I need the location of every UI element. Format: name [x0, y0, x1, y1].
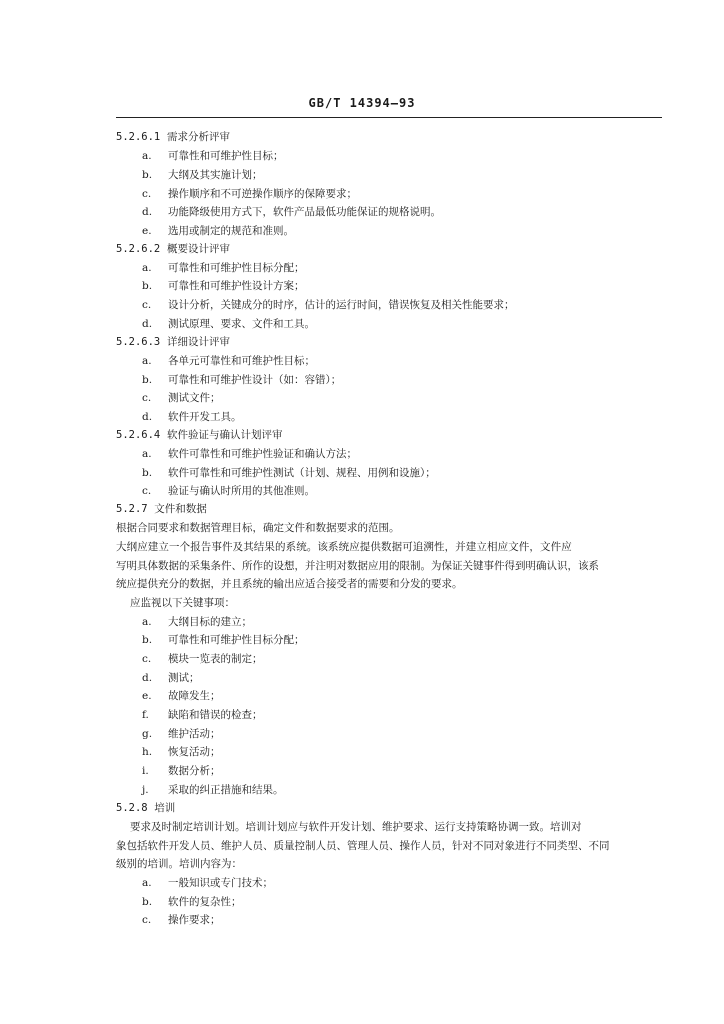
item-label: c. [142, 299, 152, 311]
list-item [142, 411, 242, 424]
item-text: 测试文件； [168, 392, 221, 404]
item-text: 可靠性和可维护性设计方案； [168, 280, 305, 292]
section-heading [116, 336, 230, 349]
item-text: 操作顺序和不可逆操作顺序的保障要求； [168, 188, 357, 200]
item-label: f. [142, 709, 149, 721]
list-item [142, 448, 357, 461]
section-title: 概要设计评审 [166, 243, 230, 255]
list-item [142, 877, 273, 890]
paragraph-line: 要求及时制定培训计划。培训计划应与软件开发计划、维护要求、运行支持策略协调一致。培训对 [130, 821, 582, 833]
section-heading [116, 243, 230, 256]
item-label: c. [142, 188, 152, 200]
list-item [142, 467, 436, 480]
item-text: 恢复活动； [168, 746, 221, 758]
item-label: d. [142, 411, 153, 423]
item-text: 缺陷和错误的检查； [168, 709, 263, 721]
item-text: 软件开发工具。 [168, 411, 242, 423]
item-text: 测试原理、要求、文件和工具。 [168, 318, 315, 330]
item-label: a. [142, 616, 152, 628]
paragraph-line: 统应提供充分的数据，并且系统的输出应适合接受者的需要和分发的要求。 [116, 578, 463, 590]
item-label: e. [142, 690, 152, 702]
item-text: 数据分析； [168, 765, 221, 777]
list-item [142, 169, 263, 182]
list-item [142, 709, 263, 722]
item-label: a. [142, 355, 152, 367]
list-item [142, 485, 315, 498]
list-item [142, 318, 315, 331]
item-label: i. [142, 765, 149, 777]
item-label: c. [142, 485, 152, 497]
item-text: 采取的纠正措施和结果。 [168, 784, 284, 796]
item-label: e. [142, 225, 152, 237]
item-text: 操作要求； [168, 914, 221, 926]
section-heading [116, 429, 282, 442]
section-number: 5.2.6.3 [116, 336, 161, 348]
item-label: b. [142, 280, 153, 292]
list-item [142, 746, 221, 759]
section-number: 5.2.6.2 [116, 243, 161, 255]
list-item [142, 206, 441, 219]
list-item [142, 914, 221, 927]
list-item [142, 616, 252, 629]
item-text: 软件的复杂性； [168, 896, 242, 908]
item-text: 设计分析，关键成分的时序，估计的运行时间，错误恢复及相关性能要求； [168, 299, 515, 311]
list-item [142, 765, 221, 778]
page-header-doc-number: GB/T 14394—93 [308, 96, 416, 110]
item-text: 大纲目标的建立； [168, 616, 252, 628]
item-text: 功能降级使用方式下，软件产品最低功能保证的规格说明。 [168, 206, 441, 218]
list-item [142, 225, 294, 238]
item-label: b. [142, 169, 153, 181]
list-item [142, 262, 305, 275]
list-item [142, 728, 221, 741]
list-item [142, 280, 305, 293]
list-item [142, 634, 305, 647]
item-text: 软件可靠性和可维护性验证和确认方法； [168, 448, 357, 460]
section-title: 文件和数据 [154, 503, 207, 515]
paragraph-line: 根据合同要求和数据管理目标，确定文件和数据要求的范围。 [116, 522, 400, 534]
item-text: 各单元可靠性和可维护性目标； [168, 355, 315, 367]
item-label: a. [142, 877, 152, 889]
header-rule [116, 117, 662, 118]
item-label: a. [142, 448, 152, 460]
item-text: 可靠性和可维护性设计（如：容错）； [168, 374, 342, 386]
list-item [142, 150, 284, 163]
item-label: b. [142, 896, 153, 908]
item-text: 软件可靠性和可维护性测试（计划、规程、用例和设施）； [168, 467, 436, 479]
list-item [142, 784, 284, 797]
paragraph-line: 级别的培训。培训内容为： [116, 858, 242, 870]
item-label: g. [142, 728, 153, 740]
section-title: 详细设计评审 [166, 336, 230, 348]
paragraph-line: 写明具体数据的采集条件、所作的设想，并注明对数据应用的限制。为保证关键事件得到明确认识，该系 [116, 560, 599, 572]
section-number: 5.2.6.1 [116, 131, 161, 143]
item-text: 故障发生； [168, 690, 221, 702]
list-item [142, 355, 315, 368]
section-number: 5.2.6.4 [116, 429, 161, 441]
list-item [142, 672, 200, 685]
item-label: b. [142, 634, 153, 646]
paragraph-line: 大纲应建立一个报告事件及其结果的系统。该系统应提供数据可追溯性，并建立相应文件，文件应 [116, 541, 572, 553]
item-text: 可靠性和可维护性目标； [168, 150, 284, 162]
section-title: 软件验证与确认计划评审 [166, 429, 283, 441]
item-text: 可靠性和可维护性目标分配； [168, 634, 305, 646]
paragraph-line: 象包括软件开发人员、维护人员、质量控制人员、管理人员、操作人员，针对不同对象进行不同类型、不同 [116, 840, 610, 852]
item-label: b. [142, 467, 153, 479]
item-label: c. [142, 914, 152, 926]
item-text: 测试； [168, 672, 200, 684]
paragraph-line: 应监视以下关键事项： [130, 597, 235, 609]
section-heading [116, 131, 230, 144]
item-label: d. [142, 206, 153, 218]
section-heading [116, 503, 207, 516]
item-text: 一般知识或专门技术； [168, 877, 273, 889]
item-label: d. [142, 672, 153, 684]
section-title: 需求分析评审 [166, 131, 230, 143]
item-label: a. [142, 150, 152, 162]
list-item [142, 690, 221, 703]
item-text: 可靠性和可维护性目标分配； [168, 262, 305, 274]
list-item [142, 653, 263, 666]
list-item [142, 188, 357, 201]
list-item [142, 896, 242, 909]
item-text: 模块一览表的制定； [168, 653, 263, 665]
item-label: j. [142, 784, 149, 796]
item-label: a. [142, 262, 152, 274]
item-text: 大纲及其实施计划； [168, 169, 263, 181]
section-title: 培训 [154, 802, 176, 814]
item-label: c. [142, 392, 152, 404]
list-item [142, 374, 341, 387]
item-text: 选用或制定的规范和准则。 [168, 225, 294, 237]
item-text: 维护活动； [168, 728, 221, 740]
list-item [142, 392, 221, 405]
list-item [142, 299, 515, 312]
section-number: 5.2.8 [116, 802, 148, 814]
item-label: b. [142, 374, 153, 386]
item-label: h. [142, 746, 153, 758]
item-label: c. [142, 653, 152, 665]
section-number: 5.2.7 [116, 503, 148, 515]
item-text: 验证与确认时所用的其他准则。 [168, 485, 315, 497]
section-heading [116, 802, 175, 815]
item-label: d. [142, 318, 153, 330]
